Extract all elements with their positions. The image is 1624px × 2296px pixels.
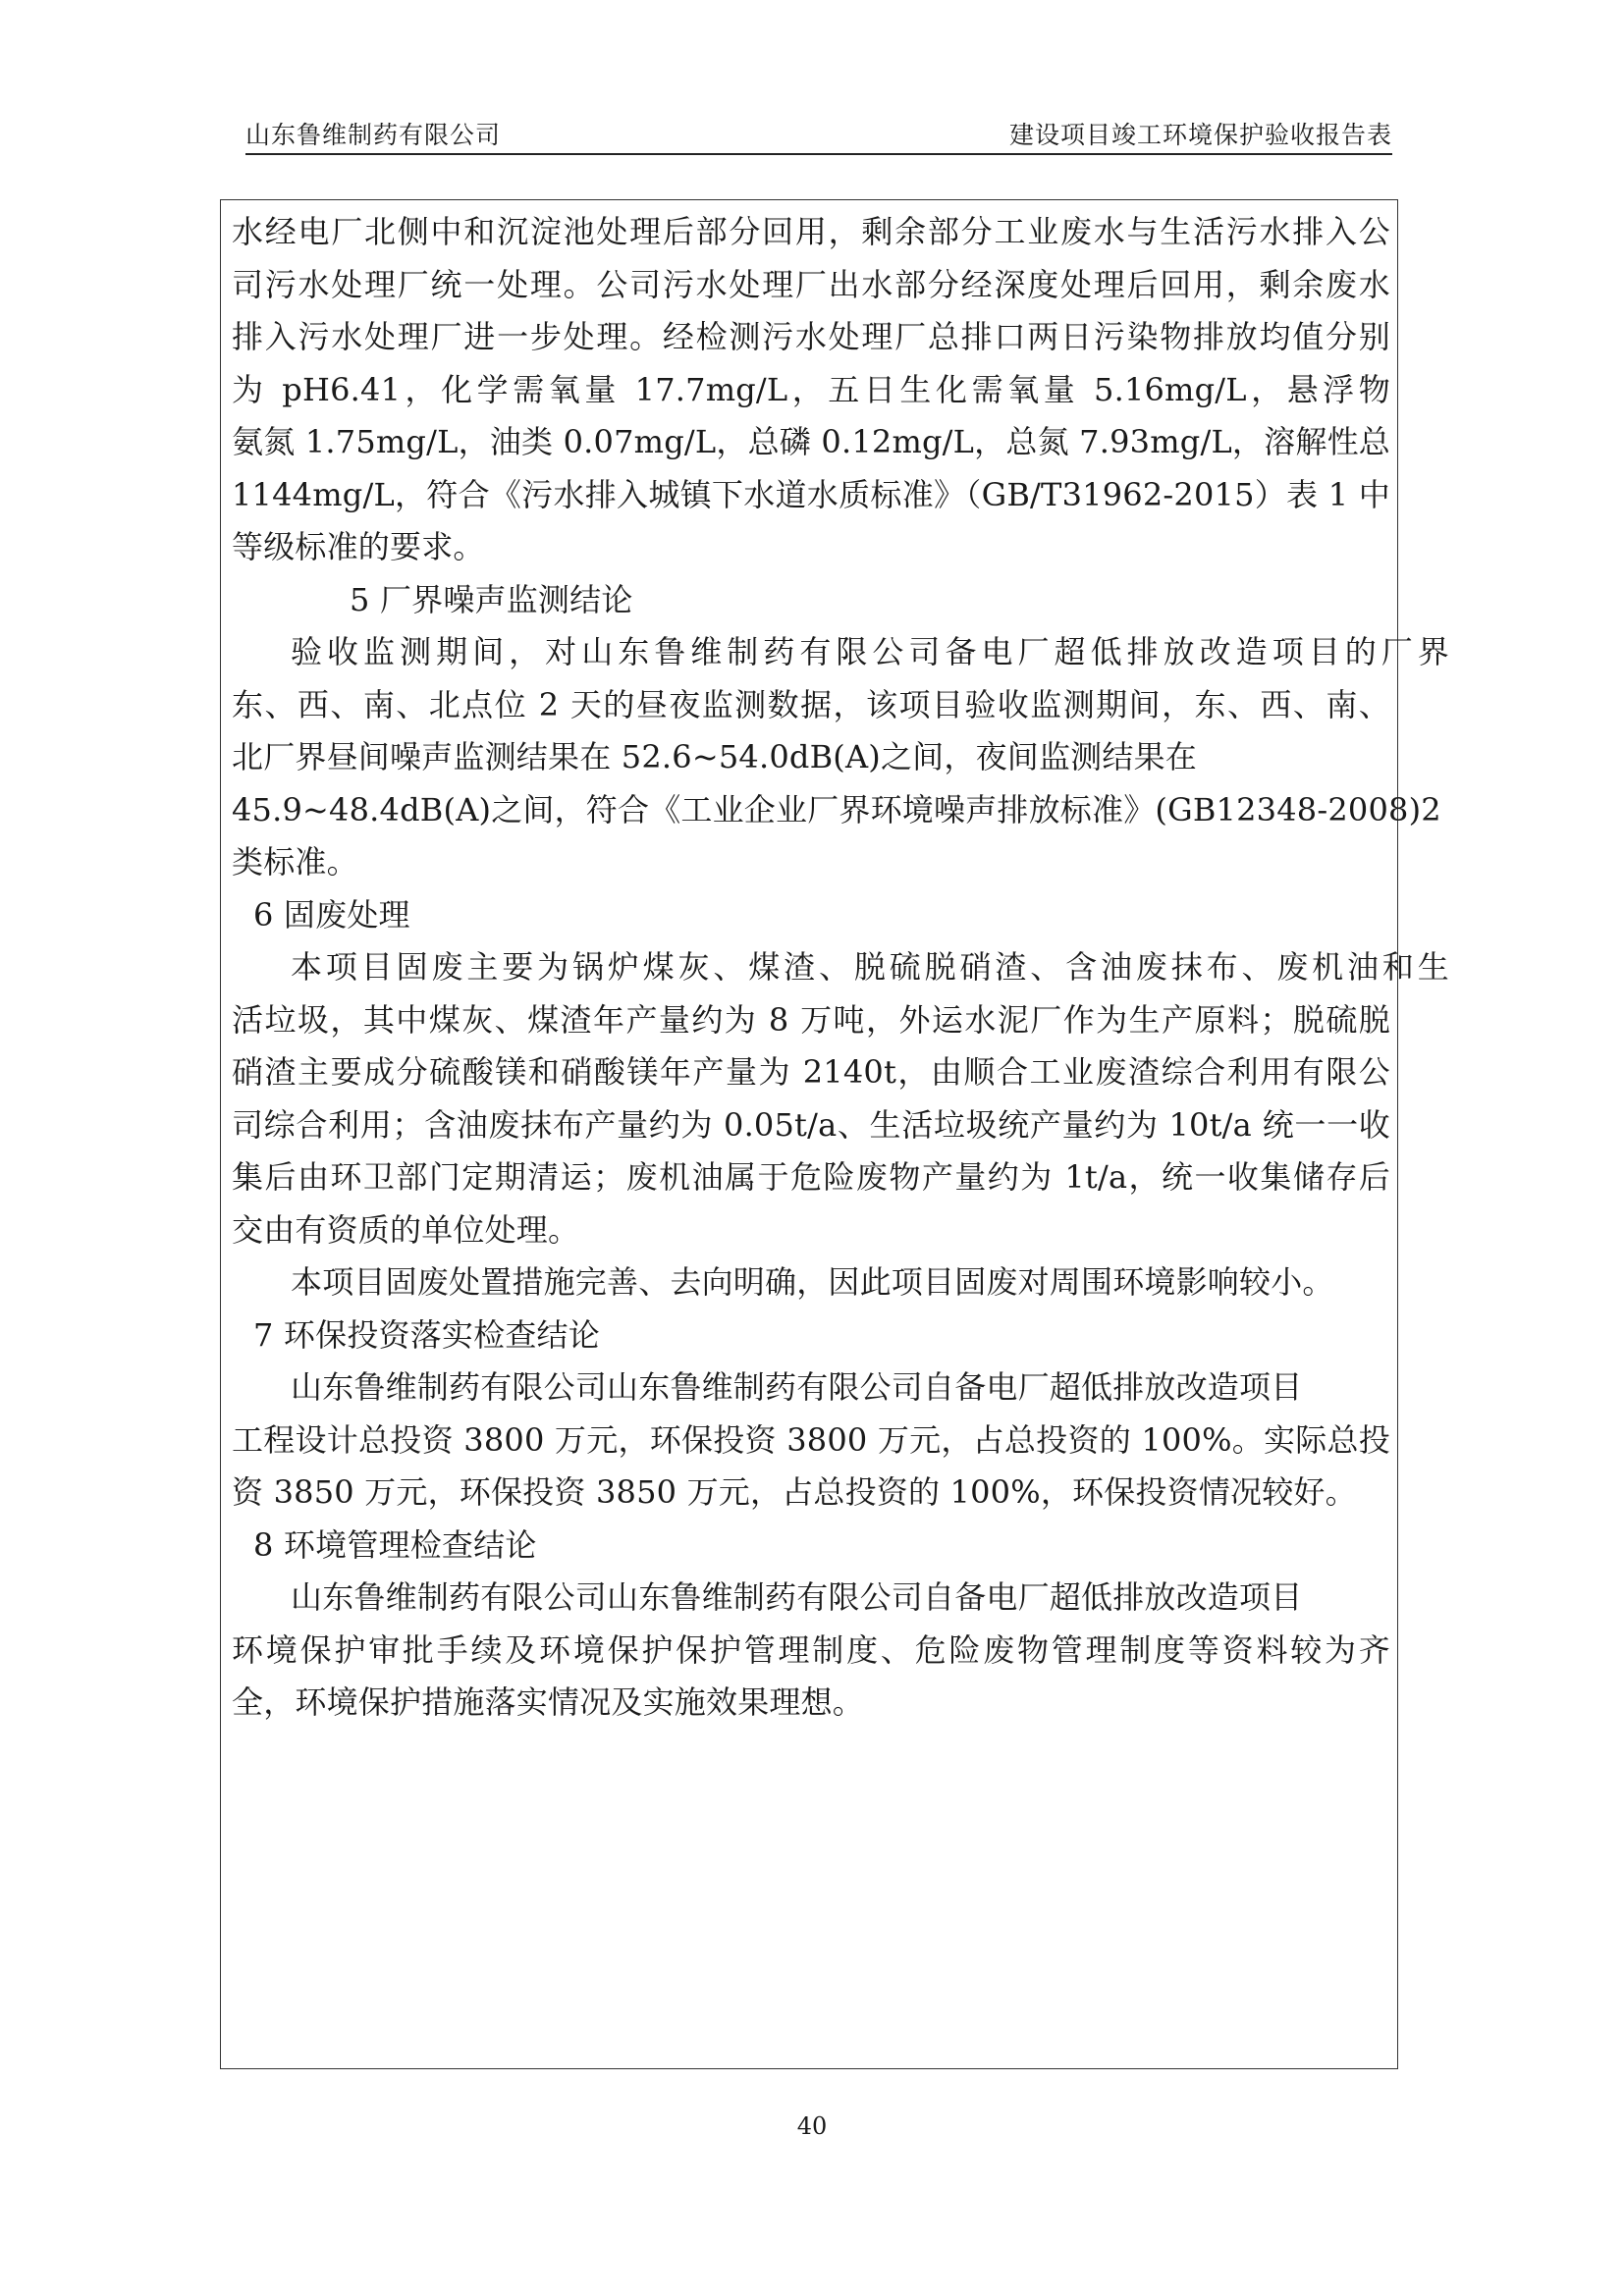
paragraph-line: 工程设计总投资 3800 万元，环保投资 3800 万元，占总投资的 100%。实际总投 (232, 1420, 1390, 1459)
paragraph-line: 山东鲁维制药有限公司山东鲁维制药有限公司自备电厂超低排放改造项目 (291, 1578, 1303, 1616)
paragraph-line: 环境保护审批手续及环境保护保护管理制度、危险废物管理制度等资料较为齐 (232, 1630, 1390, 1669)
paragraph-line: 集后由环卫部门定期清运；废机油属于危险废物产量约为 1t/a，统一收集储存后 (232, 1158, 1390, 1196)
report-body (232, 206, 1449, 1730)
paragraph-line: 等级标准的要求。 (232, 528, 485, 565)
paragraph-line: 东、西、南、北点位 2 天的昼夜监测数据，该项目验收监测期间，东、西、南、 (232, 685, 1390, 723)
paragraph-line: 山东鲁维制药有限公司山东鲁维制药有限公司自备电厂超低排放改造项目 (291, 1368, 1303, 1406)
page-header (245, 110, 1392, 151)
paragraph-line: 全，环境保护措施落实情况及实施效果理想。 (232, 1683, 865, 1721)
page-number: 40 (796, 2112, 828, 2140)
header-report-title: 建设项目竣工环境保护验收报告表 (1008, 121, 1392, 149)
paragraph-line: 本项目固废主要为锅炉煤灰、煤渣、脱硫脱硝渣、含油废抹布、废机油和生 (291, 948, 1449, 986)
paragraph-line: 为 pH6.41，化学需氧量 17.7mg/L，五日生化需氧量 5.16mg/L，悬浮物 (232, 370, 1390, 408)
paragraph-line: 司综合利用；含油废抹布产量约为 0.05t/a、生活垃圾统产量约为 10t/a 统一一收 (232, 1105, 1390, 1144)
paragraph-line: 本项目固废处置措施完善、去向明确，因此项目固废对周围环境影响较小。 (291, 1263, 1334, 1301)
paragraph-line: 类标准。 (232, 843, 358, 881)
section-heading-env-investment: 7 环保投资落实检查结论 (253, 1315, 600, 1354)
section-heading-solid-waste: 6 固废处理 (253, 895, 410, 934)
paragraph-line: 资 3850 万元，环保投资 3850 万元，占总投资的 100%，环保投资情况较好。 (232, 1473, 1357, 1511)
paragraph-line: 45.9~48.4dB(A)之间，符合《工业企业厂界环境噪声排放标准》(GB12348-2008)2 (232, 790, 1441, 828)
paragraph-line: 水经电厂北侧中和沉淀池处理后部分回用，剩余部分工业废水与生活污水排入公 (232, 213, 1390, 250)
paragraph-line: 交由有资质的单位处理。 (232, 1210, 580, 1249)
header-divider (245, 153, 1392, 155)
paragraph-line: 验收监测期间，对山东鲁维制药有限公司备电厂超低排放改造项目的厂界 (291, 633, 1449, 670)
paragraph-line: 硝渣主要成分硫酸镁和硝酸镁年产量为 2140t，由顺合工业废渣综合利用有限公 (232, 1053, 1390, 1091)
paragraph-line: 司污水处理厂统一处理。公司污水处理厂出水部分经深度处理后回用，剩余废水 (232, 265, 1390, 303)
paragraph-line: 1144mg/L，符合《污水排入城镇下水道水质标准》（GB/T31962-2015）表 1 中 (232, 475, 1390, 513)
paragraph-line: 活垃圾，其中煤灰、煤渣年产量约为 8 万吨，外运水泥厂作为生产原料；脱硫脱 (232, 1000, 1390, 1039)
section-heading-noise: 5 厂界噪声监测结论 (350, 580, 633, 618)
paragraph-line: 北厂界昼间噪声监测结果在 52.6~54.0dB(A)之间，夜间监测结果在 (232, 738, 1197, 775)
header-company-name: 山东鲁维制药有限公司 (245, 121, 502, 149)
section-heading-env-management: 8 环境管理检查结论 (253, 1525, 537, 1564)
paragraph-line: 氨氮 1.75mg/L，油类 0.07mg/L，总磷 0.12mg/L，总氮 7.93mg/L，溶解性总 (232, 423, 1390, 460)
paragraph-line: 排入污水处理厂进一步处理。经检测污水处理厂总排口两日污染物排放均值分别 (232, 318, 1390, 355)
